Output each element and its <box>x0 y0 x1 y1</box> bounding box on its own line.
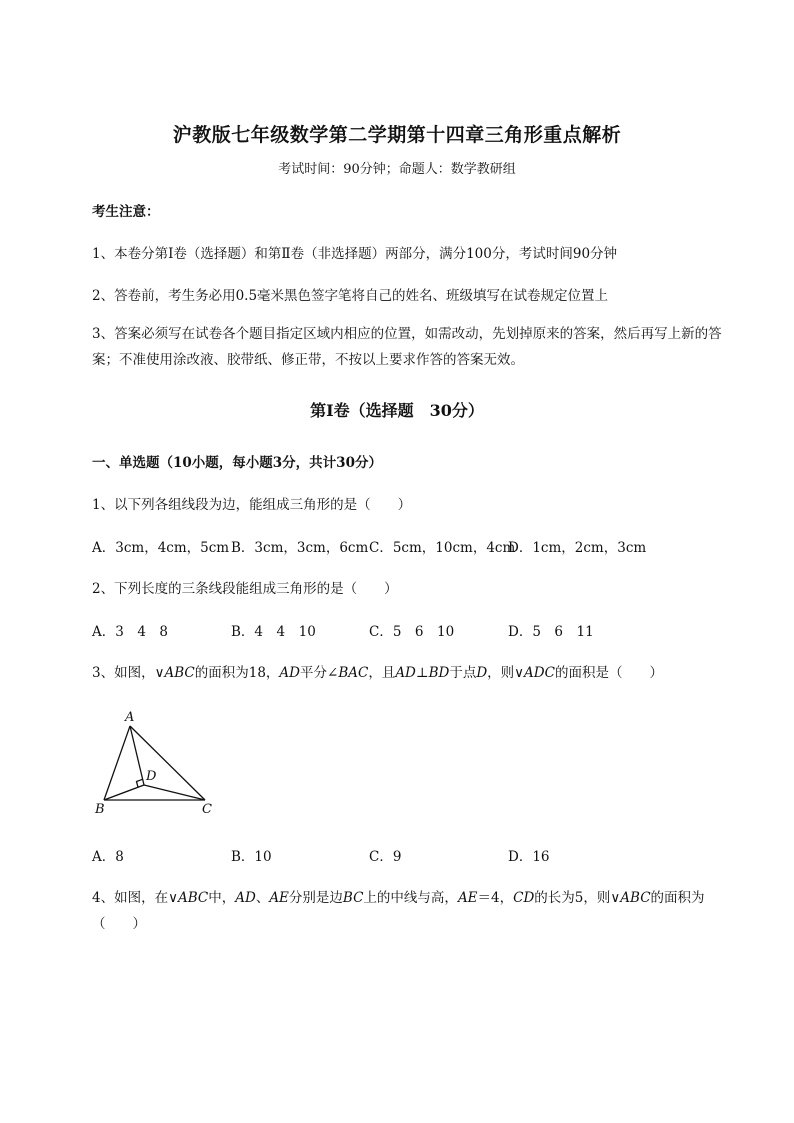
label-b: B <box>95 802 105 817</box>
option-d[interactable]: D．1cm，2cm，3cm <box>508 540 647 556</box>
section-title: 第Ⅰ卷（选择题 30分） <box>310 401 484 420</box>
option-a[interactable]: A．3cm，4cm，5cm <box>92 540 230 556</box>
option-c[interactable]: C．5cm，10cm，4cm <box>369 540 516 556</box>
option-b[interactable]: B．3cm，3cm，6cm <box>231 540 369 556</box>
notice-item-2: 2、答卷前，考生务必用0.5毫米黑色签字笔将自己的姓名、班级填写在试卷规定位置上 <box>92 288 609 304</box>
side-ac <box>130 726 205 800</box>
label-c: C <box>202 802 212 817</box>
question-2-stem: 2、下列长度的三条线段能组成三角形的是（ ） <box>92 581 398 597</box>
option-c[interactable]: C．9 <box>369 849 402 865</box>
question-4-stem: 4、如图，在∨ABC中，AD、AE分别是边BC上的中线与高，AE＝4，CD的长为5，则∨ABC的面积为 <box>92 890 705 906</box>
label-a: A <box>125 710 135 725</box>
option-d[interactable]: D．16 <box>508 849 550 865</box>
segment-bd <box>104 785 144 800</box>
notice-item-3: 3、答案必须写在试卷各个题目指定区域内相应的位置，如需改动，先划掉原来的答案，然后再写上新的答案；不准使用涂改液、胶带纸、修正带，不按以上要求作答的答案无效。 <box>92 326 722 368</box>
segment-dc <box>144 785 205 800</box>
side-ab <box>104 726 130 800</box>
notice-item-1: 1、本卷分第Ⅰ卷（选择题）和第Ⅱ卷（非选择题）两部分，满分100分，考试时间90分钟 <box>92 246 618 262</box>
option-b[interactable]: B．4 4 10 <box>231 624 316 640</box>
triangle-figure <box>92 708 232 820</box>
page-title: 沪教版七年级数学第二学期第十四章三角形重点解析 <box>172 124 622 146</box>
segment-ad <box>130 726 144 785</box>
label-d: D <box>146 769 157 784</box>
option-a[interactable]: A．8 <box>92 849 124 865</box>
question-3-stem: 3、如图，∨ABC的面积为18，AD平分∠BAC，且AD⊥BD于点D，则∨ADC的面积是（ ） <box>92 665 663 681</box>
option-b[interactable]: B．10 <box>231 849 272 865</box>
notice-heading: 考生注意： <box>92 204 160 220</box>
page-subtitle: 考试时间：90分钟；命题人：数学教研组 <box>278 162 516 177</box>
option-d[interactable]: D．5 6 11 <box>508 624 594 640</box>
question-1-stem: 1、以下列各组线段为边，能组成三角形的是（ ） <box>92 497 412 513</box>
option-c[interactable]: C．5 6 10 <box>369 624 455 640</box>
option-a[interactable]: A．3 4 8 <box>92 624 169 640</box>
part-heading: 一、单选题（10小题，每小题3分，共计30分） <box>92 455 382 471</box>
question-4-stem-line2: （ ） <box>92 916 146 932</box>
